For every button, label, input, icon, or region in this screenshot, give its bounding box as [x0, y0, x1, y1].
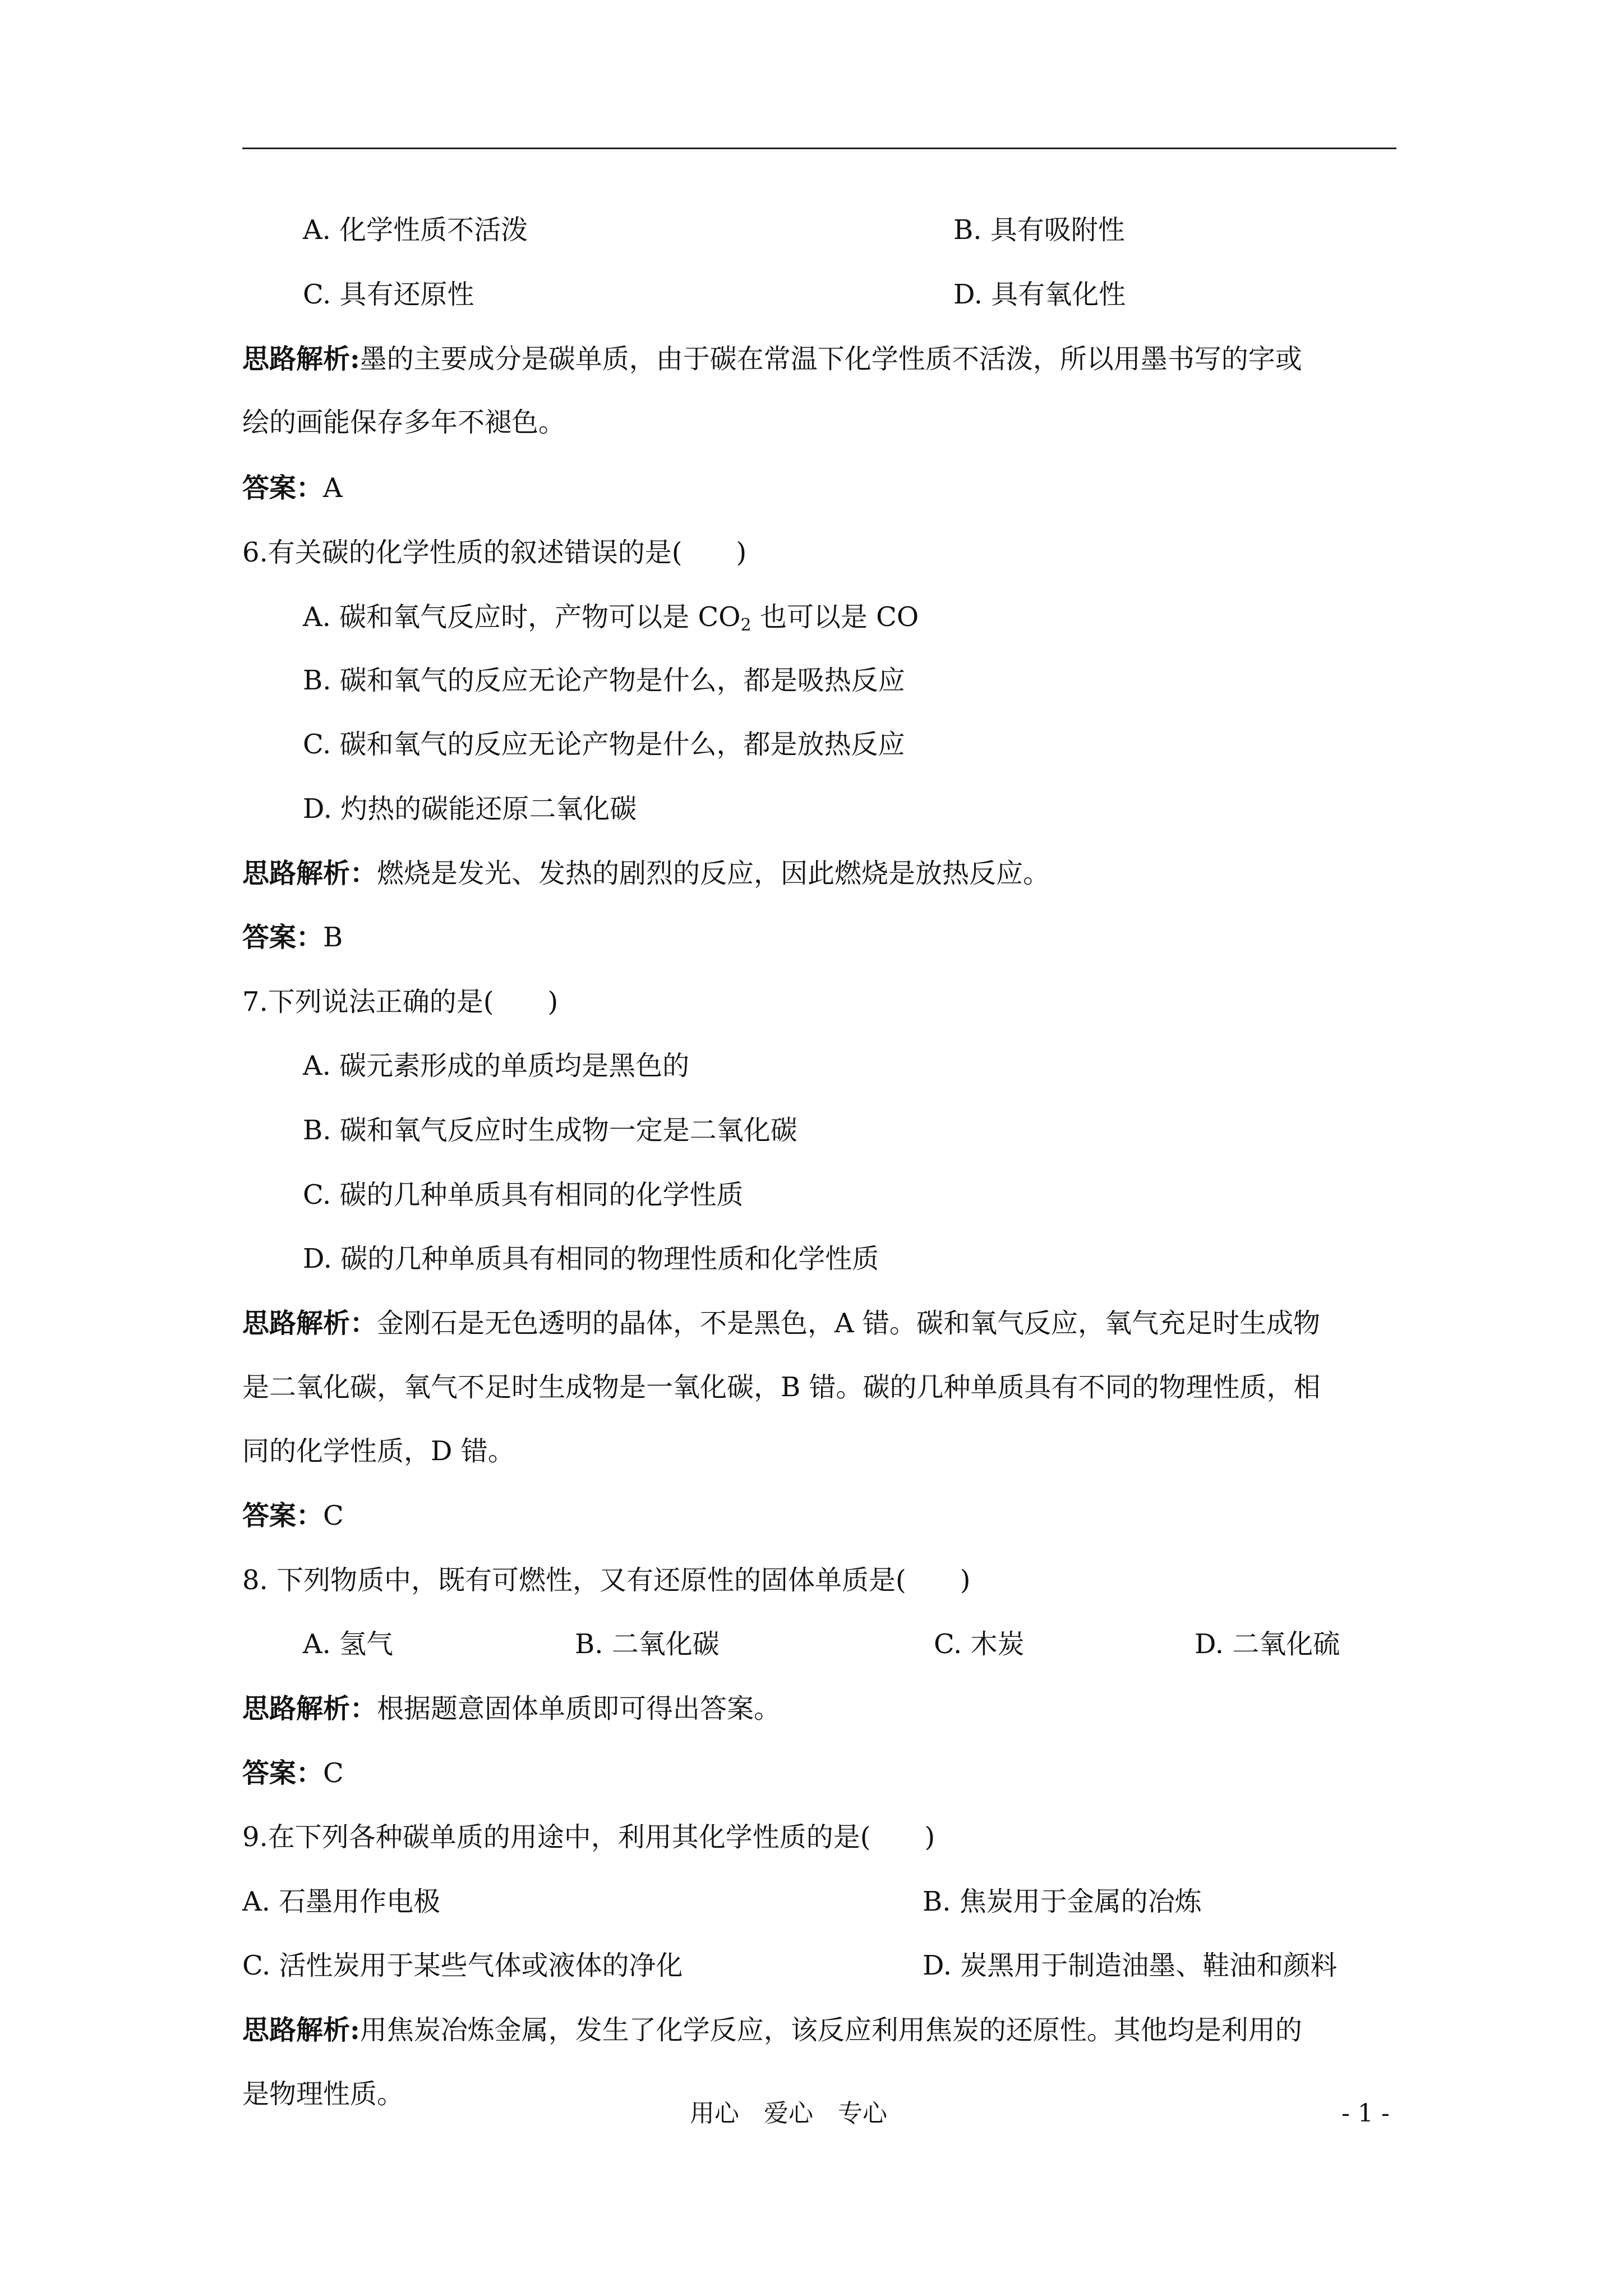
q8-option-a: A. 氢气: [303, 1628, 394, 1660]
q5-analysis-line-1: [242, 342, 1302, 376]
q5-answer-value: A: [323, 472, 343, 504]
q7-analysis-text-1: 金刚石是无色透明的晶体，不是黑色，A 错。碳和氧气反应，氧气充足时生成物: [377, 1308, 1320, 1339]
q8-analysis-label: 思路解析：: [242, 1693, 377, 1724]
q9-option-b: B. 焦炭用于金属的冶炼: [923, 1886, 1202, 1917]
q5-analysis-text-1: 墨的主要成分是碳单质，由于碳在常温下化学性质不活泼，所以用墨书写的字或: [359, 343, 1302, 375]
page-number: - 1 -: [1341, 2099, 1390, 2128]
q7-option-a: A. 碳元素形成的单质均是黑色的: [303, 1050, 690, 1082]
q9-analysis-line-1: [242, 2013, 1302, 2047]
q6-analysis-label: 思路解析：: [242, 858, 377, 889]
header-rule: [242, 148, 1396, 149]
q9-option-c: C. 活性炭用于某些气体或液体的净化: [242, 1950, 683, 1981]
q7-stem: 7.下列说法正确的是( ): [242, 986, 559, 1018]
q6-analysis-text-1: 燃烧是发光、发热的剧烈的反应，因此燃烧是放热反应。: [377, 858, 1050, 889]
q8-answer-label: 答案：: [242, 1757, 324, 1789]
q8-stem: 8. 下列物质中，既有可燃性，又有还原性的固体单质是( ): [242, 1565, 971, 1596]
q6-option-d: D. 灼热的碳能还原二氧化碳: [303, 793, 637, 825]
q9-stem: 9.在下列各种碳单质的用途中，利用其化学性质的是( ): [242, 1821, 935, 1853]
q7-answer: [242, 1499, 344, 1533]
q6-option-a: [303, 600, 919, 634]
q9-analysis-label: 思路解析:: [242, 2014, 360, 2046]
q6-stem: 6.有关碳的化学性质的叙述错误的是( ): [242, 537, 747, 568]
q9-analysis-line-2: 是物理性质。: [242, 2078, 404, 2110]
q8-answer: [242, 1756, 344, 1790]
q8-analysis: [242, 1692, 781, 1726]
q6-option-b: B. 碳和氧气的反应无论产物是什么，都是吸热反应: [303, 665, 905, 696]
q9-option-a: A. 石墨用作电极: [242, 1886, 441, 1917]
q7-answer-value: C: [323, 1500, 344, 1531]
q7-option-b: B. 碳和氧气反应时生成物一定是二氧化碳: [303, 1115, 797, 1146]
q6-option-a-subscript: 2: [740, 615, 751, 635]
q6-option-a-post: 也可以是 CO: [751, 601, 919, 633]
q5-option-b: B. 具有吸附性: [953, 214, 1125, 246]
q6-option-c: C. 碳和氧气的反应无论产物是什么，都是放热反应: [303, 729, 905, 760]
q6-answer: [242, 921, 343, 954]
q6-answer-label: 答案：: [242, 922, 324, 953]
q6-option-a-pre: A. 碳和氧气反应时，产物可以是 CO: [303, 601, 741, 633]
footer-motto: 用心 爱心 专心: [690, 2099, 887, 2128]
q7-answer-label: 答案：: [242, 1500, 324, 1531]
q7-option-d: D. 碳的几种单质具有相同的物理性质和化学性质: [303, 1243, 879, 1274]
q5-analysis-line-2: 绘的画能保存多年不褪色。: [242, 407, 566, 438]
q5-option-a: A. 化学性质不活泼: [303, 214, 528, 246]
q7-analysis-line-3: 同的化学性质，D 错。: [242, 1435, 515, 1467]
q8-option-c: C. 木炭: [934, 1628, 1025, 1660]
q9-analysis-text-1: 用焦炭冶炼金属，发生了化学反应，该反应利用焦炭的还原性。其他均是利用的: [359, 2014, 1302, 2046]
q7-option-c: C. 碳的几种单质具有相同的化学性质: [303, 1179, 744, 1211]
q9-option-d: D. 炭黑用于制造油墨、鞋油和颜料: [923, 1950, 1338, 1981]
q7-analysis-line-1: [242, 1306, 1320, 1340]
q5-option-c: C. 具有还原性: [303, 279, 474, 310]
q5-analysis-label: 思路解析:: [242, 343, 360, 375]
q6-analysis: [242, 857, 1050, 890]
q6-answer-value: B: [323, 922, 343, 953]
q8-option-b: B. 二氧化碳: [575, 1628, 720, 1660]
q5-answer: [242, 471, 343, 505]
q7-analysis-line-2: 是二氧化碳，氧气不足时生成物是一氧化碳，B 错。碳的几种单质具有不同的物理性质，相: [242, 1372, 1321, 1403]
q7-analysis-label: 思路解析：: [242, 1308, 377, 1339]
q5-option-d: D. 具有氧化性: [953, 279, 1126, 310]
q8-option-d: D. 二氧化硫: [1195, 1628, 1340, 1660]
q5-answer-label: 答案：: [242, 472, 324, 504]
q8-answer-value: C: [323, 1757, 344, 1789]
q8-analysis-text-1: 根据题意固体单质即可得出答案。: [377, 1693, 781, 1724]
